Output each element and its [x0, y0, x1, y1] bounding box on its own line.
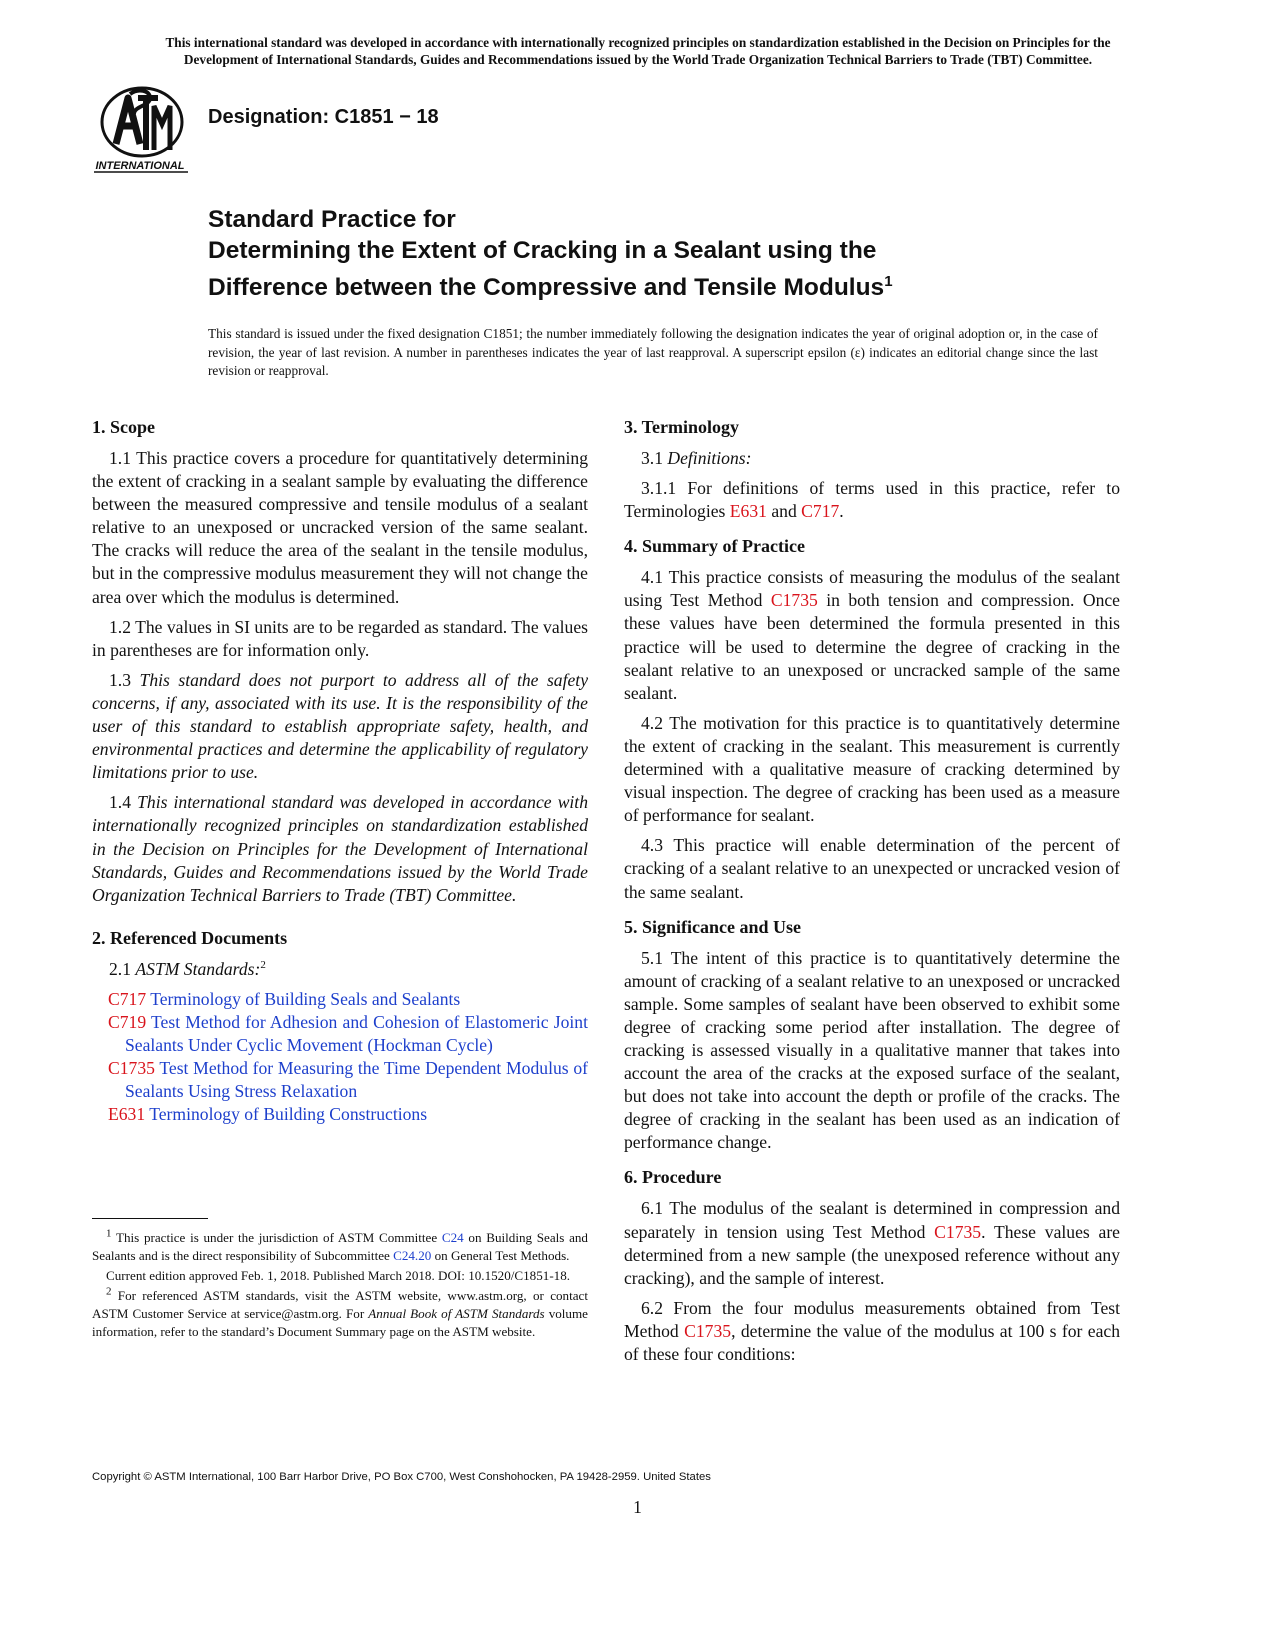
footnote-2 — [92, 1287, 588, 1341]
paragraph-number: 1.3 — [109, 669, 131, 690]
footnote-1-marker: 1 — [106, 1227, 112, 1240]
title-line-2: Determining the Extent of Cracking in a Sealant using the — [208, 237, 877, 264]
paragraph-4-1-text-a: 4.1 This practice consists of measuring the modulus of the sealant using Test Method — [624, 567, 1120, 611]
paragraph-6-1-text-b: . These values are determined from a new sample (the unexposed reference without any cracking), and the sample of interest. — [624, 1221, 1120, 1288]
e631-link[interactable]: E631 — [729, 501, 767, 522]
title-line-3: Difference between the Compressive and Tensile Modulus — [208, 274, 885, 302]
paragraph-6-2-text-a: 6.2 From the four modulus measurements obtained from Test Method — [624, 1297, 1120, 1341]
left-column — [92, 416, 588, 1126]
footnote-1-text-b: on Building Seals and Sealants and is the direct responsibility of Subcommittee — [92, 1230, 588, 1263]
section-heading-summary: 4. Summary of Practice — [624, 536, 805, 557]
reference-title-link[interactable]: Test Method for Adhesion and Cohesion of Elastomeric Joint Sealants Under Cyclic Movement (Hockman Cycle) — [125, 1011, 588, 1056]
reference-item — [92, 988, 588, 1011]
issuance-statement: This standard is issued under the fixed designation C1851; the number immediately following the designation indicates the year of original adoption or, in the case of revision, the year of last revision. A number in parentheses indicates the year of last reapproval. A superscript epsilon (ε) indicates an editorial change since the last revision or reapproval. — [208, 326, 1098, 378]
paragraph-4-3: 4.3 This practice will enable determination of the percent of cracking of a sealant relative to an unexpected or uncracked vesion of the same sealant. — [624, 835, 1120, 902]
paragraph-number: 2.1 — [109, 958, 131, 979]
footnote-2-marker: 2 — [106, 1285, 112, 1298]
c717-link[interactable]: C717 — [801, 501, 840, 522]
section-heading-significance: 5. Significance and Use — [624, 916, 802, 937]
section-heading-scope: 1. Scope — [92, 417, 155, 437]
title-footnote-marker: 1 — [884, 273, 893, 290]
reference-item — [92, 1103, 588, 1126]
section-heading-terminology: 3. Terminology — [624, 417, 740, 437]
paragraph-4-1 — [624, 566, 1120, 705]
footnote-2-text-a: For referenced ASTM standards, visit the ASTM website, www.astm.org, or contact ASTM Customer Service at service@astm.org. For — [92, 1288, 588, 1321]
footnote-edition: Current edition approved Feb. 1, 2018. Published March 2018. DOI: 10.1520/C1851-18. — [106, 1268, 571, 1283]
footnote-1-text-c: on General Test Methods. — [434, 1248, 570, 1263]
reference-title-link[interactable]: Terminology of Building Seals and Sealants — [150, 988, 461, 1009]
footnote-1-text-a: This practice is under the jurisdiction of ASTM Committee — [115, 1230, 438, 1245]
logo-text: INTERNATIONAL — [95, 160, 185, 172]
top-notice-line-2: Development of International Standards, Guides and Recommendations issued by the World Trade Organization Technical Barriers to Trade (TBT) Committee. — [183, 52, 1093, 67]
footnote-2-text-b: volume information, refer to the standard’s Document Summary page on the ASTM website. — [92, 1306, 588, 1339]
footnote-2-italic: Annual Book of ASTM Standards — [368, 1306, 545, 1321]
paragraph-1-4-text: This international standard was developed in accordance with internationally recognized principles on standardization established in the Decision on Principles for the Development of International Standards, Guides and Recommendations issued by the World Trade Organization Technical Barriers to Trade (TBT) Committee. — [92, 792, 588, 905]
footnote-1 — [92, 1229, 588, 1265]
paragraph-1-1: 1.1 This practice covers a procedure for quantitatively determining the extent of cracking in a sealant sample by evaluating the difference between the measured compressive and tensile modulus of a sealant relative to an unexposed or uncracked version of the same sealant. The cracks will reduce the area of the sealant in the tensile modulus, but in the compressive modulus measurement they will not change the area over which the modulus is determined. — [92, 448, 588, 607]
astm-logo — [88, 84, 200, 176]
c1735-link[interactable]: C1735 — [934, 1221, 982, 1242]
astm-standards-label: ASTM Standards: — [135, 958, 261, 979]
reference-item — [92, 1011, 588, 1057]
paragraph-number: 3.1 — [641, 448, 663, 468]
reference-code-link[interactable]: C1735 — [108, 1058, 155, 1079]
conjunction-text: and — [771, 501, 797, 522]
top-notice — [88, 34, 1188, 68]
definitions-label: Definitions: — [667, 448, 752, 468]
paragraph-2-1 — [92, 958, 588, 981]
paragraph-1-3-text: This standard does not purport to address all of the safety concerns, if any, associated with its use. It is the responsibility of the user of this standard to establish appropriate safety, health, and environmental practices and determine the applicability of regulatory limitations prior to use. — [92, 669, 589, 783]
paragraph-4-2: 4.2 The motivation for this practice is to quantitatively determine the extent of cracking in the sealant. This measurement is currently determined with a qualitative measure of cracking determined by visual inspection. The degree of cracking has been used as a measure of performance for sealant. — [624, 712, 1120, 826]
top-notice-line-1: This international standard was developed in accordance with internationally recognized principles on standardization established in the Decision on Principles for the — [165, 35, 1111, 50]
right-column — [624, 416, 1120, 1373]
paragraph-number: 1.4 — [109, 792, 131, 813]
copyright-notice: Copyright © ASTM International, 100 Barr Harbor Drive, PO Box C700, West Conshohocken, PA 19428-2959. United States — [92, 1471, 711, 1483]
footnote-marker-2: 2 — [260, 958, 266, 971]
paragraph-3-1-1: 3.1.1 For definitions of terms used in this practice, refer to Terminologies E631 and C717. — [624, 478, 1120, 522]
document-title — [208, 204, 1168, 303]
committee-link[interactable]: C24 — [441, 1230, 464, 1245]
paragraph-1-4 — [92, 791, 588, 906]
title-line-1: Standard Practice for — [208, 206, 456, 233]
astm-logo-icon — [88, 84, 200, 176]
paragraph-1-3 — [92, 669, 588, 784]
reference-code-link[interactable]: C717 — [108, 988, 147, 1009]
reference-item — [92, 1057, 588, 1103]
page-number: 1 — [633, 1497, 642, 1517]
paragraph-6-2 — [624, 1297, 1120, 1366]
reference-title-link[interactable]: Terminology of Building Constructions — [149, 1104, 428, 1125]
paragraph-1-2: 1.2 The values in SI units are to be regarded as standard. The values in parentheses are for information only. — [92, 616, 588, 660]
paragraph-4-1-text-b: in both tension and compression. Once these values have been determined the formula presented in this practice will be used to determine the degree of cracking in the sealant relative to an unexposed or uncracked sample of the same sealant. — [624, 590, 1120, 703]
section-heading-procedure: 6. Procedure — [624, 1167, 722, 1188]
paragraph-5-1: 5.1 The intent of this practice is to quantitatively determine the amount of cracking of a sealant relative to an unexposed or uncracked sample. Some samples of sealant have been observed to exhibit some degree of cracking some period after installation. The degree of cracking is assessed visually in a qualitative manner that takes into account the area of the cracks at the exposed surface of the sealant, but does not take into account the depth or profile of the cracks. The degree of cracking in the sealant has been used as an indication of performance change. — [624, 947, 1120, 1153]
reference-code-link[interactable]: E631 — [108, 1104, 146, 1125]
reference-title-link[interactable]: Test Method for Measuring the Time Dependent Modulus of Sealants Using Stress Relaxation — [125, 1058, 588, 1102]
subcommittee-link[interactable]: C24.20 — [393, 1248, 432, 1263]
footnote-divider — [92, 1218, 208, 1219]
c1735-link[interactable]: C1735 — [684, 1320, 732, 1341]
paragraph-6-1 — [624, 1197, 1120, 1289]
paragraph-6-1-text-a: 6.1 The modulus of the sealant is determined in compression and separately in tension using Test Method — [624, 1198, 1120, 1242]
paragraph-6-2-text-b: , determine the value of the modulus at 100 s for each of these four conditions: — [624, 1320, 1120, 1364]
paragraph-3-1 — [624, 447, 1120, 470]
reference-code-link[interactable]: C719 — [108, 1011, 147, 1032]
footnotes — [92, 1229, 588, 1343]
paragraph-3-1-1-text: 3.1.1 For definitions of terms used in this practice, refer to Terminologies — [624, 478, 1120, 522]
section-heading-referenced-documents: 2. Referenced Documents — [92, 927, 288, 948]
designation: Designation: C1851 − 18 — [208, 106, 439, 128]
c1735-link[interactable]: C1735 — [770, 590, 818, 611]
